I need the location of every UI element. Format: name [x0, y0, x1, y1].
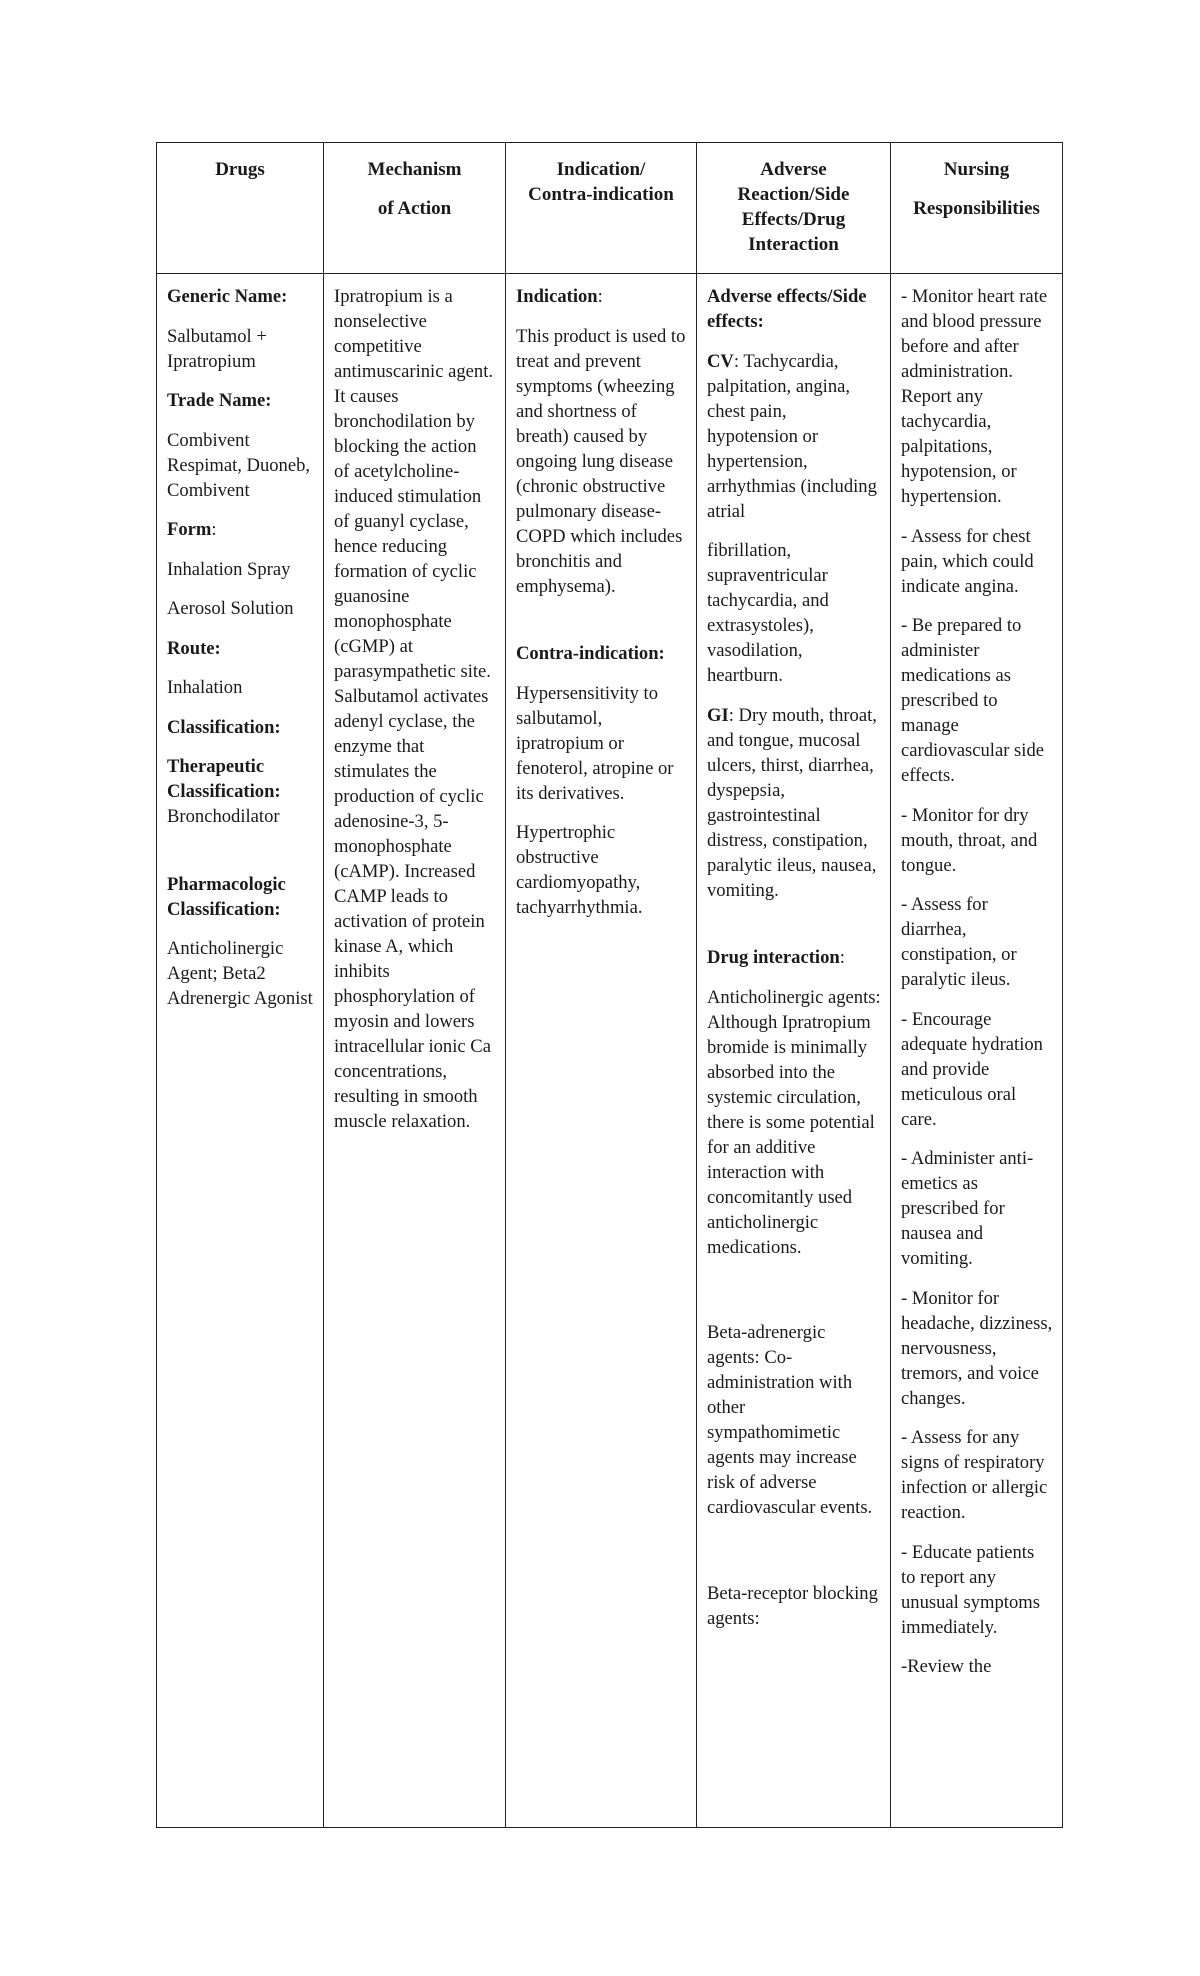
interaction-beta-adrenergic: Beta-adrenergic agents: Co-administration with other sympathomimetic agents may increase risk of adverse cardiovascular events. [707, 1322, 873, 1518]
nursing-item: - Assess for any signs of respiratory infection or allergic reaction. [901, 1427, 1048, 1523]
cv-text-1: : Tachycardia, palpitation, angina, chest pain, hypotension or hypertension, arrhythmias (including atrial [707, 350, 877, 522]
header-mechanism-line1: Mechanism [367, 159, 462, 180]
header-adverse-line3: Effects/Drug [741, 209, 846, 230]
contraindication-text-1: Hypersensitivity to salbutamol, ipratropium or fenoterol, atropine or its derivatives. [516, 682, 674, 804]
indication-colon: : [597, 286, 603, 307]
gi-effects [707, 703, 881, 903]
contraindication-label: Contra-indication: [516, 643, 665, 664]
generic-name-label: Generic Name: [167, 286, 288, 307]
header-adverse-line1: Adverse [760, 159, 827, 180]
cv-text-2: fibrillation, supraventricular tachycardia, and extrasystoles), vasodilation, heartburn. [707, 540, 829, 686]
header-indication-line2: Contra-indication [528, 184, 674, 205]
header-nursing [891, 143, 1063, 274]
therapeutic-classification-value: Bronchodilator [167, 806, 280, 827]
pharmacologic-classification-value: Anticholinergic Agent; Beta2 Adrenergic Agonist [167, 938, 313, 1009]
contraindication-text-2: Hypertrophic obstructive cardiomyopathy, tachyarrhythmia. [516, 822, 643, 918]
mechanism-text: Ipratropium is a nonselective competitive antimuscarinic agent. It causes bronchodilation by blocking the action of acetylcholine-induced stimulation of guanyl cyclase, hence reducing formation of cyclic guanosine monophosphate (cGMP) at parasympathetic site. Salbutamol activates adenyl cyclase, the enzyme that stimulates the production of cyclic adenosine-3, 5-monophosphate (cAMP). Increased CAMP leads to activation of protein kinase A, which inhibits phosphorylation of myosin and lowers intracellular ionic Ca concentrations, resulting in smooth muscle relaxation. [334, 286, 494, 1132]
pharmacologic-classification-label: Pharmacologic Classification: [167, 873, 286, 920]
form-label: Form [167, 519, 212, 540]
trade-name-value: Combivent Respimat, Duoneb, Combivent [167, 429, 311, 501]
generic-name-value: Salbutamol + Ipratropium [167, 325, 267, 372]
header-mechanism-line2: of Action [377, 198, 452, 219]
gi-text: : Dry mouth, throat, and tongue, mucosal ulcers, thirst, diarrhea, dyspepsia, gastrointestinal distress, constipation, paralytic ileus, nausea, vomiting. [707, 704, 877, 901]
trade-name-label: Trade Name: [167, 390, 272, 411]
header-nursing-line1: Nursing [943, 159, 1010, 180]
mechanism-cell [324, 274, 506, 1828]
nursing-item: - Monitor heart rate and blood pressure before and after administration. Report any tachycardia, palpitations, hypotension, or hypertension. [901, 286, 1048, 507]
nursing-item: - Assess for diarrhea, constipation, or paralytic ileus. [901, 894, 1017, 990]
classification-label: Classification: [167, 716, 281, 738]
nursing-item: - Administer anti-emetics as prescribed for nausea and vomiting. [901, 1148, 1034, 1269]
content-row [157, 274, 1063, 1828]
nursing-item: - Monitor for headache, dizziness, nervousness, tremors, and voice changes. [901, 1287, 1053, 1409]
interaction-anticholinergic: Anticholinergic agents: Although Ipratropium bromide is minimally absorbed into the systemic circulation, there is some potential for an additive interaction with concomitantly used anticholinergic medications. [707, 986, 881, 1258]
drugs-cell [157, 274, 324, 1828]
header-indication-line1: Indication/ [556, 159, 646, 180]
header-drugs [157, 143, 324, 274]
drug-study-table [156, 142, 1063, 1828]
form-colon: : [211, 519, 217, 540]
route-value: Inhalation [167, 677, 243, 698]
form-value-aerosol: Aerosol Solution [167, 598, 294, 619]
nursing-item: - Assess for chest pain, which could indicate angina. [901, 525, 1034, 597]
header-adverse-line2: Reaction/Side [737, 184, 850, 205]
nursing-item: - Encourage adequate hydration and provide meticulous oral care. [901, 1008, 1043, 1130]
drug-interaction-label: Drug interaction [707, 947, 840, 968]
indication-cell [506, 274, 697, 1828]
indication-text: This product is used to treat and prevent symptoms (wheezing and shortness of breath) caused by ongoing lung disease (chronic obstructive pulmonary disease-COPD which includes bronchitis and emphysema). [516, 325, 686, 597]
adverse-cell [697, 274, 891, 1828]
therapeutic-classification-label: Therapeutic Classification: [167, 756, 281, 802]
nursing-cell [891, 274, 1063, 1828]
header-adverse [697, 143, 891, 274]
nursing-item: - Monitor for dry mouth, throat, and tongue. [901, 804, 1038, 876]
interaction-beta-blocking: Beta-receptor blocking agents: [707, 1582, 878, 1629]
route-label: Route: [167, 637, 221, 659]
header-adverse-line4: Interaction [748, 234, 839, 255]
adverse-effects-heading: Adverse effects/Side effects: [707, 286, 867, 332]
nursing-item: - Be prepared to administer medications as prescribed to manage cardiovascular side effects. [901, 615, 1045, 786]
header-mechanism [324, 143, 506, 274]
header-indication [506, 143, 697, 274]
nursing-item: -Review the [901, 1656, 992, 1677]
header-row [157, 143, 1063, 274]
gi-label: GI [707, 704, 729, 726]
drug-interaction-colon: : [839, 947, 845, 968]
indication-label: Indication [516, 286, 598, 307]
cv-effects [707, 349, 881, 524]
header-drugs-text: Drugs [215, 159, 265, 180]
form-value-spray: Inhalation Spray [167, 558, 291, 580]
nursing-item: - Educate patients to report any unusual symptoms immediately. [901, 1541, 1040, 1638]
header-nursing-line2: Responsibilities [913, 198, 1040, 219]
cv-label: CV [707, 350, 734, 372]
